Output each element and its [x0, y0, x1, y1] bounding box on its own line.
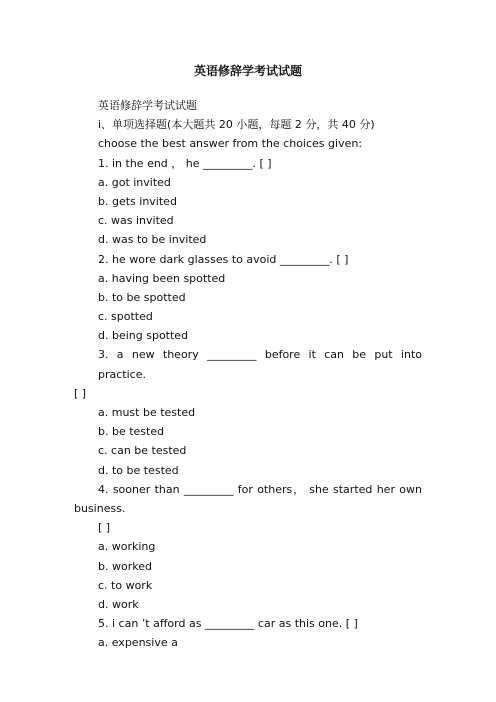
- text-line: 英语修辞学考试试题: [98, 99, 197, 112]
- question-4-continued: business.: [74, 501, 126, 515]
- option: b. worked: [98, 559, 152, 573]
- option: c. spotted: [98, 310, 153, 324]
- question-3-bracket: [ ]: [74, 386, 87, 400]
- document-body: [74, 96, 422, 652]
- question-5: 5. i can ’t afford as _________ car as this one. [ ]: [98, 617, 358, 631]
- option: d. to be tested: [98, 463, 179, 477]
- option: a. working: [98, 540, 156, 554]
- document-title: 英语修辞学考试试题: [193, 64, 302, 78]
- option: b. be tested: [98, 425, 165, 439]
- question-2: 2. he wore dark glasses to avoid _________. [ ]: [98, 252, 349, 266]
- option: c. was invited: [98, 214, 174, 228]
- option: b. to be spotted: [98, 290, 186, 304]
- option: b. gets invited: [98, 194, 177, 208]
- option: d. work: [98, 597, 139, 611]
- option: a. got invited: [98, 175, 171, 189]
- option: a. expensive a: [98, 636, 178, 650]
- question-3: 3. a new theory _________ before it can be put into practice.: [98, 348, 422, 381]
- text-line: i、单项选择题(本大题共 20 小题，每题 2 分，共 40 分): [98, 118, 375, 132]
- question-1: 1. in the end ， he _________. [ ]: [98, 156, 272, 170]
- question-4-bracket: [ ]: [98, 521, 111, 535]
- question-4: 4. sooner than _________ for others， she started her own: [98, 482, 422, 496]
- option: a. having been spotted: [98, 271, 226, 285]
- option: d. being spotted: [98, 329, 189, 343]
- option: c. can be tested: [98, 444, 187, 458]
- option: c. to work: [98, 578, 153, 592]
- text-line: choose the best answer from the choices given:: [98, 137, 363, 151]
- option: a. must be tested: [98, 406, 196, 420]
- option: d. was to be invited: [98, 233, 207, 247]
